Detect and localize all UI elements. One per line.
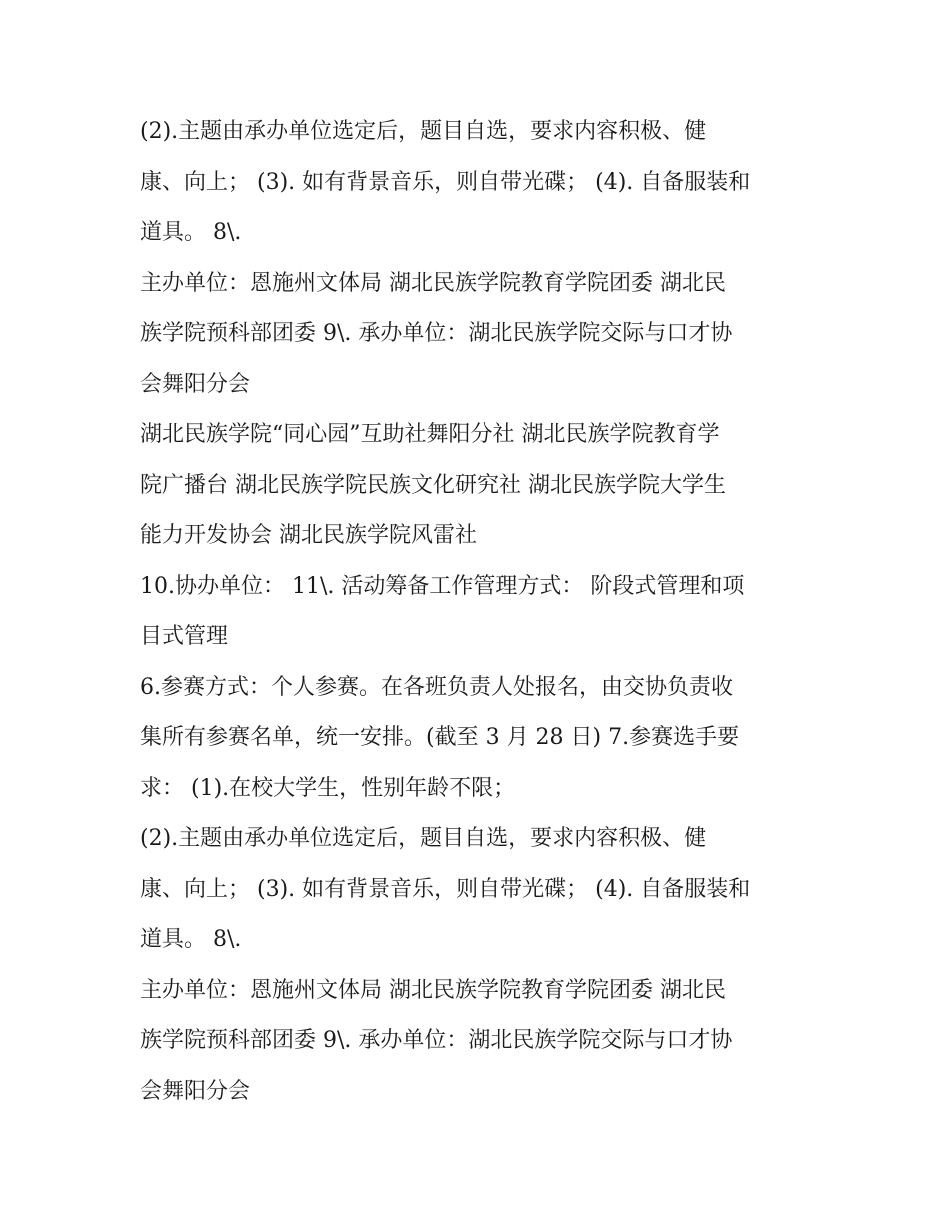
text-line: 集所有参赛名单，统一安排。(截至 3 月 28 日) 7.参赛选手要 (140, 725, 740, 750)
text-line: 湖北民族学院“同心园”互助社舞阳分社 湖北民族学院教育学 (140, 422, 720, 447)
text-line: 主办单位：恩施州文体局 湖北民族学院教育学院团委 湖北民 (140, 977, 726, 1003)
text-line: 能力开发协会 湖北民族学院风雷社 (140, 523, 477, 548)
text-line: 6.参赛方式：个人参赛。在各班负责人处报名，由交协负责收 (140, 674, 733, 700)
text-line: 族学院预科部团委 9\. 承办单位：湖北民族学院交际与口才协 (140, 321, 733, 346)
text-line: 族学院预科部团委 9\. 承办单位：湖北民族学院交际与口才协 (140, 1028, 733, 1053)
text-line: (2).主题由承办单位选定后，题目自选，要求内容积极、健 (140, 119, 707, 144)
text-line: 会舞阳分会 (140, 371, 251, 397)
text-line: 主办单位：恩施州文体局 湖北民族学院教育学院团委 湖北民 (140, 270, 726, 296)
document-body (140, 107, 820, 1117)
text-line: 道具。 8\. (140, 927, 242, 952)
text-line: (2).主题由承办单位选定后，题目自选，要求内容积极、健 (140, 826, 707, 851)
text-line: 求： (1).在校大学生，性别年龄不限； (140, 775, 516, 801)
text-line: 道具。 8\. (140, 220, 242, 245)
text-line: 目式管理 (140, 624, 229, 649)
text-line: 院广播台 湖北民族学院民族文化研究社 湖北民族学院大学生 (140, 472, 726, 498)
text-line: 康、向上； (3). 如有背景音乐，则自带光碟； (4). 自备服装和 (140, 876, 751, 902)
text-line: 会舞阳分会 (140, 1078, 251, 1104)
text-line: 10.协办单位： 11\. 活动筹备工作管理方式： 阶段式管理和项 (140, 573, 745, 599)
text-line: 康、向上； (3). 如有背景音乐，则自带光碟； (4). 自备服装和 (140, 169, 751, 195)
